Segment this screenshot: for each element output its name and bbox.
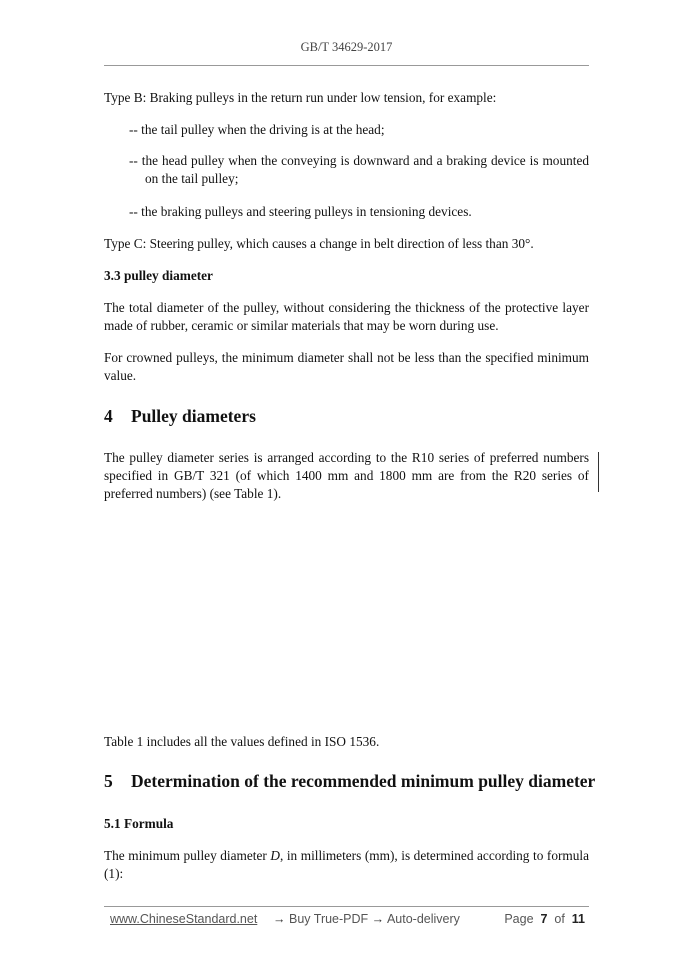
type-b-paragraph: Type B: Braking pulleys in the return run under low tension, for example: <box>104 90 497 105</box>
page-indicator: Page 7 of 11 <box>504 912 585 926</box>
clause-3-3-heading: 3.3 pulley diameter <box>104 268 213 283</box>
total-pages: 11 <box>571 912 585 926</box>
section-title: Determination of the recommended minimum pulley diameter <box>131 771 596 791</box>
buy-link[interactable]: → Buy True-PDF → Auto-delivery <box>273 912 460 926</box>
page-footer <box>110 912 585 932</box>
page-header: GB/T 34629-2017 <box>300 40 393 54</box>
section-4-heading <box>104 406 594 427</box>
section-5-heading <box>104 771 594 792</box>
clause-3-3-paragraph-2: For crowned pulleys, the minimum diameter shall not be less than the specified minimum value. <box>104 350 589 383</box>
list-item: -- the tail pulley when the driving is at the head; <box>129 122 385 137</box>
section-number: 4 <box>104 406 113 426</box>
site-link[interactable]: www.ChineseStandard.net <box>110 912 258 926</box>
current-page: 7 <box>540 912 548 926</box>
footer-rule <box>104 906 589 907</box>
section-number: 5 <box>104 771 113 791</box>
type-c-paragraph: Type C: Steering pulley, which causes a change in belt direction of less than 30°. <box>104 236 534 251</box>
arrow-right-icon: → <box>371 912 385 926</box>
clause-5-1-paragraph: The minimum pulley diameter D, in millimeters (mm), is determined according to formula (1): <box>104 848 589 881</box>
list-item: -- the head pulley when the conveying is downward and a braking device is mounted on the tail pulley; <box>129 153 589 186</box>
arrow-right-icon: → <box>273 912 286 926</box>
clause-5-1-heading: 5.1 Formula <box>104 816 174 831</box>
table-note-paragraph: Table 1 includes all the values defined in ISO 1536. <box>104 734 380 749</box>
section-title: Pulley diameters <box>131 406 256 426</box>
change-bar <box>598 452 599 492</box>
header-rule <box>104 65 589 66</box>
variable-d: D <box>270 848 280 863</box>
clause-3-3-paragraph: The total diameter of the pulley, without considering the thickness of the protective layer made of rubber, ceramic or similar materials that may be worn during use. <box>104 300 589 333</box>
list-item: -- the braking pulleys and steering pulleys in tensioning devices. <box>129 204 472 219</box>
section-4-paragraph: The pulley diameter series is arranged according to the R10 series of preferred numbers specified in GB/T 321 (of which 1400 mm and 1800 mm are from the R20 series of preferred numbers) (see Table 1). <box>104 450 589 501</box>
